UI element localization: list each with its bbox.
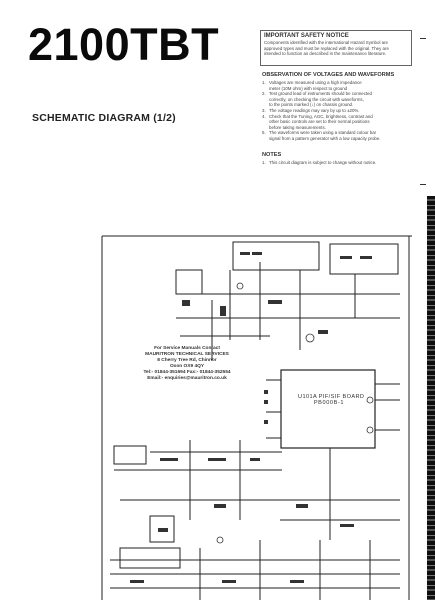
service-contact-block (132, 346, 242, 382)
observation-item: 4. Check that the Tuning, AGC, brightness, contrast and other basic controls are set to their normal positions before taking measurements. (262, 113, 373, 130)
service-line: MAURITRON TECHNICAL SERVICES (145, 352, 229, 357)
observation-title: OBSERVATION OF VOLTAGES AND WAVEFORMS (262, 72, 395, 78)
service-line: 8 Cherry Tree Rd, Chinnor (157, 358, 217, 363)
observation-item: 3. The voltage readings may vary by up to ±20%. (262, 107, 360, 113)
service-line: Email:- enquiries@mauritron.co.uk (147, 376, 227, 381)
notes-list (262, 160, 412, 166)
service-line: Tel:- 01844-351694 Fax:- 01844-352554 (143, 370, 231, 375)
service-line: For Service Manuals Contact (154, 346, 220, 351)
diagram-title: SCHEMATIC DIAGRAM (1/2) (32, 112, 176, 124)
notes-title: NOTES (262, 152, 282, 158)
safety-notice-line: Components identified with the international Hazard Symbol are (264, 40, 388, 45)
safety-notice-line: intended to function as described in the maintenance literature. (264, 51, 387, 57)
observation-item: 5. The waveforms were taken using a standard colour bar signal from a pattern generator with a low capacity probe. (262, 130, 381, 141)
note-item: 1. This circuit diagram is subject to change without notice. (262, 160, 377, 165)
model-number: 2100TBT (28, 19, 220, 70)
service-line: Oxon OX9 4QY (169, 364, 205, 369)
board-name: U101A PIF/SIF BOARD (298, 394, 365, 400)
edge-dash (420, 184, 426, 185)
board-code: PB000B-1 (313, 400, 345, 406)
scan-edge-strip (427, 196, 435, 600)
edge-dash (420, 38, 426, 39)
observation-list (262, 80, 412, 142)
observation-item: 2. Test ground lead of instruments should be connected correctly, on checking the circuit with waveforms, to the points marked (↓) on chassis ground. (262, 91, 373, 108)
observation-item: 1. Voltages are measured using a high impedance meter (10M ohm) with respect to ground (262, 80, 362, 91)
safety-notice-title: IMPORTANT SAFETY NOTICE (264, 33, 349, 39)
safety-notice-box (260, 30, 412, 66)
safety-notice-line: approved types and must be replaced with the original. They are (264, 45, 389, 51)
pif-sif-board-label (298, 394, 365, 406)
